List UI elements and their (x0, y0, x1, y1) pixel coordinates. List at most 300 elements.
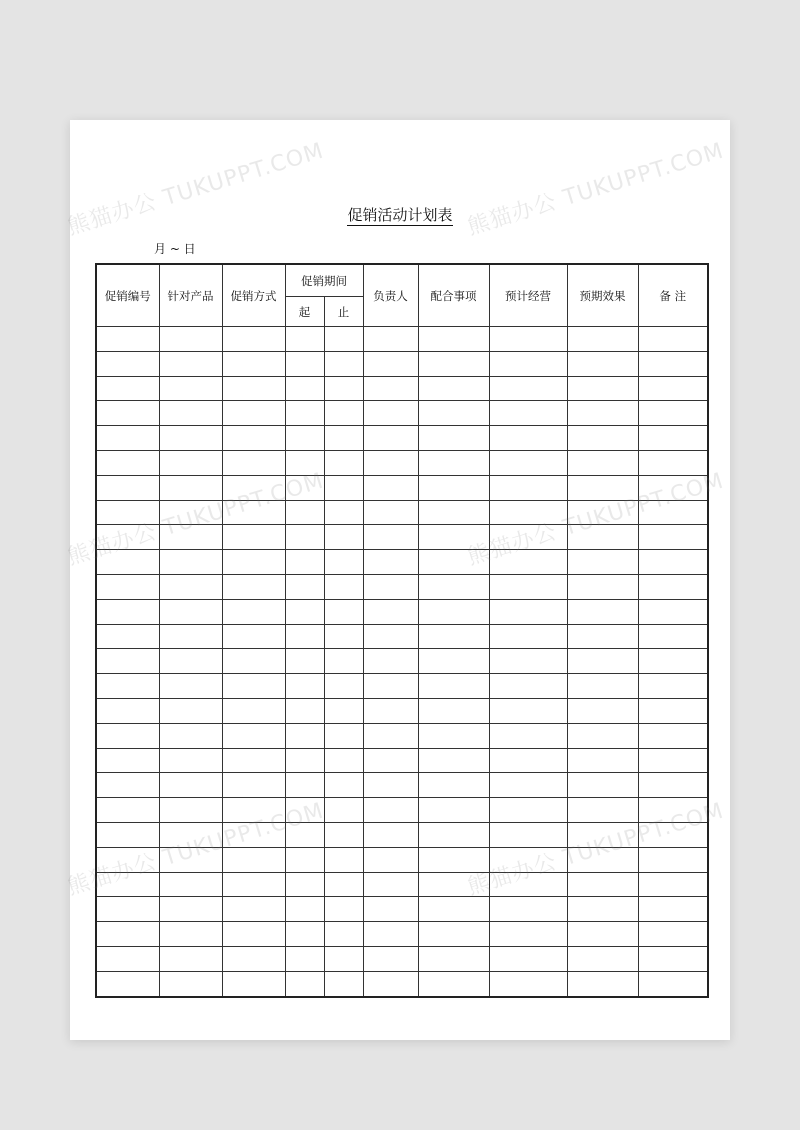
table-row (96, 599, 708, 624)
table-cell[interactable] (159, 376, 222, 401)
table-row (96, 649, 708, 674)
table-cell[interactable] (96, 426, 159, 451)
table-cell[interactable] (363, 426, 418, 451)
table-cell[interactable] (96, 500, 159, 525)
table-cell[interactable] (638, 748, 708, 773)
table-row (96, 872, 708, 897)
table-cell[interactable] (638, 500, 708, 525)
table-cell[interactable] (489, 401, 567, 426)
table-cell[interactable] (363, 946, 418, 971)
table-cell[interactable] (489, 550, 567, 575)
table-cell[interactable] (638, 698, 708, 723)
table-cell[interactable] (96, 723, 159, 748)
table-cell[interactable] (418, 723, 489, 748)
table-cell[interactable] (638, 922, 708, 947)
table-cell[interactable] (96, 922, 159, 947)
table-cell[interactable] (159, 872, 222, 897)
table-cell[interactable] (285, 574, 324, 599)
table-cell[interactable] (567, 698, 638, 723)
table-cell[interactable] (324, 822, 363, 847)
table-cell[interactable] (96, 599, 159, 624)
table-body (96, 327, 708, 997)
table-cell[interactable] (418, 922, 489, 947)
table-cell[interactable] (285, 773, 324, 798)
table-row (96, 798, 708, 823)
table-cell[interactable] (222, 525, 285, 550)
table-row (96, 426, 708, 451)
table-cell[interactable] (324, 624, 363, 649)
table-cell[interactable] (363, 624, 418, 649)
table-cell[interactable] (222, 946, 285, 971)
table-cell[interactable] (363, 327, 418, 352)
table-row (96, 327, 708, 352)
table-cell[interactable] (96, 748, 159, 773)
document-page (64, 120, 730, 1040)
table-cell[interactable] (489, 847, 567, 872)
table-cell[interactable] (363, 649, 418, 674)
table-row (96, 922, 708, 947)
table-cell[interactable] (96, 698, 159, 723)
table-cell[interactable] (418, 897, 489, 922)
table-cell[interactable] (567, 426, 638, 451)
table-cell[interactable] (159, 624, 222, 649)
table-cell[interactable] (489, 327, 567, 352)
table-cell[interactable] (222, 822, 285, 847)
table-cell[interactable] (222, 773, 285, 798)
table-cell[interactable] (222, 922, 285, 947)
table-cell[interactable] (638, 674, 708, 699)
table-cell[interactable] (324, 649, 363, 674)
table-cell[interactable] (285, 500, 324, 525)
table-cell[interactable] (159, 475, 222, 500)
table-cell[interactable] (324, 401, 363, 426)
table-cell[interactable] (285, 922, 324, 947)
table-cell[interactable] (222, 971, 285, 996)
table-cell[interactable] (567, 798, 638, 823)
table-cell[interactable] (285, 401, 324, 426)
table-cell[interactable] (324, 574, 363, 599)
table-cell[interactable] (159, 723, 222, 748)
table-cell[interactable] (418, 351, 489, 376)
table-cell[interactable] (567, 649, 638, 674)
table-cell[interactable] (418, 773, 489, 798)
table-cell[interactable] (324, 351, 363, 376)
table-cell[interactable] (489, 897, 567, 922)
table-cell[interactable] (567, 599, 638, 624)
table-row (96, 500, 708, 525)
table-cell[interactable] (363, 698, 418, 723)
table-cell[interactable] (159, 822, 222, 847)
table-cell[interactable] (363, 376, 418, 401)
table-cell[interactable] (159, 897, 222, 922)
table-cell[interactable] (638, 624, 708, 649)
table-cell[interactable] (96, 798, 159, 823)
watermark-text: 熊猫办公 TUKUPPT.COM (64, 798, 327, 901)
table-cell[interactable] (567, 822, 638, 847)
table-cell[interactable] (418, 475, 489, 500)
table-row (96, 525, 708, 550)
table-cell[interactable] (96, 624, 159, 649)
table-cell[interactable] (418, 376, 489, 401)
table-cell[interactable] (96, 550, 159, 575)
table-cell[interactable] (489, 723, 567, 748)
table-cell[interactable] (96, 946, 159, 971)
table-cell[interactable] (324, 698, 363, 723)
table-cell[interactable] (638, 574, 708, 599)
table-cell[interactable] (489, 475, 567, 500)
table-cell[interactable] (489, 574, 567, 599)
table-cell[interactable] (489, 946, 567, 971)
table-cell[interactable] (363, 773, 418, 798)
table-cell[interactable] (96, 574, 159, 599)
table-cell[interactable] (96, 773, 159, 798)
table-cell[interactable] (418, 574, 489, 599)
table-cell[interactable] (638, 376, 708, 401)
table-cell[interactable] (638, 723, 708, 748)
table-cell[interactable] (418, 649, 489, 674)
table-cell[interactable] (222, 698, 285, 723)
table-cell[interactable] (222, 798, 285, 823)
table-cell[interactable] (222, 500, 285, 525)
table-cell[interactable] (363, 822, 418, 847)
table-cell[interactable] (324, 723, 363, 748)
table-cell[interactable] (638, 426, 708, 451)
table-cell[interactable] (418, 500, 489, 525)
table-cell[interactable] (222, 376, 285, 401)
table-cell[interactable] (222, 624, 285, 649)
table-cell[interactable] (285, 847, 324, 872)
table-cell[interactable] (96, 649, 159, 674)
table-cell[interactable] (222, 450, 285, 475)
table-cell[interactable] (159, 574, 222, 599)
table-cell[interactable] (324, 327, 363, 352)
table-cell[interactable] (324, 674, 363, 699)
table-cell[interactable] (285, 649, 324, 674)
table-cell[interactable] (222, 674, 285, 699)
table-cell[interactable] (285, 872, 324, 897)
promo-plan-table (95, 263, 709, 998)
table-cell[interactable] (567, 897, 638, 922)
table-cell[interactable] (285, 475, 324, 500)
table-cell[interactable] (638, 475, 708, 500)
table-cell[interactable] (96, 401, 159, 426)
table-cell[interactable] (96, 971, 159, 996)
table-cell[interactable] (159, 698, 222, 723)
table-cell[interactable] (567, 574, 638, 599)
table-row (96, 773, 708, 798)
table-cell[interactable] (324, 798, 363, 823)
table-cell[interactable] (418, 748, 489, 773)
table-cell[interactable] (159, 426, 222, 451)
table-cell[interactable] (363, 897, 418, 922)
table-cell[interactable] (418, 426, 489, 451)
table-cell[interactable] (418, 847, 489, 872)
table-cell[interactable] (567, 674, 638, 699)
table-cell[interactable] (567, 500, 638, 525)
header-promo-method: 促销方式 (222, 264, 285, 327)
table-cell[interactable] (222, 327, 285, 352)
table-cell[interactable] (285, 822, 324, 847)
table-cell[interactable] (418, 401, 489, 426)
table-cell[interactable] (418, 946, 489, 971)
table-cell[interactable] (285, 674, 324, 699)
table-cell[interactable] (285, 946, 324, 971)
table-cell[interactable] (489, 971, 567, 996)
table-cell[interactable] (638, 872, 708, 897)
table-cell[interactable] (285, 351, 324, 376)
table-cell[interactable] (363, 525, 418, 550)
table-cell[interactable] (363, 748, 418, 773)
table-cell[interactable] (638, 971, 708, 996)
table-cell[interactable] (418, 525, 489, 550)
table-cell[interactable] (638, 550, 708, 575)
table-cell[interactable] (324, 748, 363, 773)
header-start: 起 (285, 297, 324, 327)
table-cell[interactable] (222, 475, 285, 500)
table-cell[interactable] (96, 847, 159, 872)
table-cell[interactable] (489, 773, 567, 798)
table-cell[interactable] (418, 971, 489, 996)
table-cell[interactable] (363, 922, 418, 947)
table-cell[interactable] (222, 351, 285, 376)
table-cell[interactable] (567, 550, 638, 575)
table-cell[interactable] (285, 376, 324, 401)
table-cell[interactable] (418, 822, 489, 847)
table-cell[interactable] (418, 798, 489, 823)
table-cell[interactable] (489, 624, 567, 649)
table-cell[interactable] (567, 401, 638, 426)
table-cell[interactable] (567, 723, 638, 748)
table-cell[interactable] (159, 525, 222, 550)
table-cell[interactable] (324, 475, 363, 500)
table-cell[interactable] (324, 376, 363, 401)
table-cell[interactable] (363, 674, 418, 699)
header-promo-no: 促销编号 (96, 264, 159, 327)
table-cell[interactable] (159, 922, 222, 947)
table-cell[interactable] (324, 550, 363, 575)
table-cell[interactable] (567, 922, 638, 947)
header-expected-effect: 预期效果 (567, 264, 638, 327)
table-cell[interactable] (418, 550, 489, 575)
table-cell[interactable] (638, 847, 708, 872)
table-cell[interactable] (363, 847, 418, 872)
table-cell[interactable] (324, 500, 363, 525)
table-cell[interactable] (324, 525, 363, 550)
table-cell[interactable] (324, 922, 363, 947)
table-cell[interactable] (324, 971, 363, 996)
table-cell[interactable] (285, 550, 324, 575)
table-cell[interactable] (96, 475, 159, 500)
table-cell[interactable] (567, 872, 638, 897)
table-cell[interactable] (285, 327, 324, 352)
header-estimated-cost: 预计经营 (489, 264, 567, 327)
table-cell[interactable] (96, 897, 159, 922)
table-cell[interactable] (489, 426, 567, 451)
table-cell[interactable] (363, 872, 418, 897)
table-cell[interactable] (567, 450, 638, 475)
table-row (96, 897, 708, 922)
table-cell[interactable] (638, 897, 708, 922)
table-cell[interactable] (489, 500, 567, 525)
table-cell[interactable] (324, 773, 363, 798)
table-cell[interactable] (222, 426, 285, 451)
table-cell[interactable] (285, 971, 324, 996)
table-cell[interactable] (489, 599, 567, 624)
table-cell[interactable] (418, 674, 489, 699)
table-cell[interactable] (159, 450, 222, 475)
table-cell[interactable] (222, 401, 285, 426)
table-cell[interactable] (96, 872, 159, 897)
header-remarks: 备 注 (638, 264, 708, 327)
table-cell[interactable] (363, 574, 418, 599)
table-cell[interactable] (324, 897, 363, 922)
table-cell[interactable] (285, 723, 324, 748)
table-cell[interactable] (489, 922, 567, 947)
page-title: 促销活动计划表 (347, 206, 453, 224)
table-cell[interactable] (638, 946, 708, 971)
table-cell[interactable] (159, 649, 222, 674)
table-cell[interactable] (222, 649, 285, 674)
table-cell[interactable] (222, 748, 285, 773)
table-cell[interactable] (159, 773, 222, 798)
table-cell[interactable] (324, 946, 363, 971)
table-cell[interactable] (285, 450, 324, 475)
table-cell[interactable] (96, 822, 159, 847)
table-cell[interactable] (489, 674, 567, 699)
table-cell[interactable] (285, 897, 324, 922)
table-cell[interactable] (324, 872, 363, 897)
table-cell[interactable] (638, 599, 708, 624)
table-cell[interactable] (96, 376, 159, 401)
table-cell[interactable] (638, 351, 708, 376)
header-coordination: 配合事项 (418, 264, 489, 327)
table-cell[interactable] (489, 872, 567, 897)
table-cell[interactable] (567, 525, 638, 550)
table-cell[interactable] (638, 401, 708, 426)
table-cell[interactable] (418, 599, 489, 624)
table-cell[interactable] (285, 624, 324, 649)
table-cell[interactable] (159, 946, 222, 971)
table-cell[interactable] (638, 773, 708, 798)
table-cell[interactable] (363, 723, 418, 748)
table-cell[interactable] (418, 872, 489, 897)
date-line: 月 ~ 日 (154, 242, 196, 256)
table-row (96, 698, 708, 723)
table-cell[interactable] (96, 674, 159, 699)
table-cell[interactable] (222, 550, 285, 575)
table-cell[interactable] (567, 351, 638, 376)
table-cell[interactable] (638, 525, 708, 550)
table-cell[interactable] (489, 649, 567, 674)
table-cell[interactable] (363, 971, 418, 996)
table-cell[interactable] (489, 748, 567, 773)
table-cell[interactable] (96, 327, 159, 352)
table-cell[interactable] (363, 401, 418, 426)
table-cell[interactable] (96, 525, 159, 550)
table-cell[interactable] (489, 351, 567, 376)
table-cell[interactable] (222, 723, 285, 748)
table-cell[interactable] (567, 327, 638, 352)
table-row (96, 946, 708, 971)
table-cell[interactable] (567, 376, 638, 401)
table-cell[interactable] (222, 872, 285, 897)
table-cell[interactable] (285, 748, 324, 773)
table-cell[interactable] (567, 946, 638, 971)
table-cell[interactable] (285, 599, 324, 624)
table-cell[interactable] (324, 426, 363, 451)
table-cell[interactable] (159, 674, 222, 699)
table-cell[interactable] (363, 475, 418, 500)
table-cell[interactable] (96, 450, 159, 475)
table-cell[interactable] (363, 550, 418, 575)
table-cell[interactable] (418, 698, 489, 723)
table-cell[interactable] (489, 798, 567, 823)
table-cell[interactable] (96, 351, 159, 376)
table-cell[interactable] (489, 450, 567, 475)
table-cell[interactable] (159, 798, 222, 823)
table-cell[interactable] (222, 599, 285, 624)
table-cell[interactable] (324, 599, 363, 624)
table-cell[interactable] (567, 971, 638, 996)
table-cell[interactable] (418, 327, 489, 352)
table-cell[interactable] (489, 376, 567, 401)
header-target-product: 针对产品 (159, 264, 222, 327)
table-cell[interactable] (489, 822, 567, 847)
table-cell[interactable] (567, 847, 638, 872)
table-cell[interactable] (489, 698, 567, 723)
table-cell[interactable] (638, 327, 708, 352)
table-cell[interactable] (222, 897, 285, 922)
table-cell[interactable] (567, 773, 638, 798)
table-cell[interactable] (222, 847, 285, 872)
table-cell[interactable] (159, 971, 222, 996)
table-cell[interactable] (222, 574, 285, 599)
table-cell[interactable] (418, 450, 489, 475)
table-cell[interactable] (159, 351, 222, 376)
table-cell[interactable] (159, 327, 222, 352)
table-cell[interactable] (489, 525, 567, 550)
table-cell[interactable] (567, 624, 638, 649)
table-row (96, 822, 708, 847)
table-cell[interactable] (638, 649, 708, 674)
table-cell[interactable] (159, 550, 222, 575)
table-cell[interactable] (567, 475, 638, 500)
table-cell[interactable] (285, 698, 324, 723)
table-cell[interactable] (638, 450, 708, 475)
table-cell[interactable] (363, 798, 418, 823)
table-row (96, 971, 708, 996)
table-cell[interactable] (159, 599, 222, 624)
table-cell[interactable] (285, 525, 324, 550)
table-cell[interactable] (159, 401, 222, 426)
table-cell[interactable] (638, 822, 708, 847)
table-cell[interactable] (363, 450, 418, 475)
table-cell[interactable] (159, 847, 222, 872)
table-cell[interactable] (567, 748, 638, 773)
table-cell[interactable] (159, 500, 222, 525)
table-cell[interactable] (324, 450, 363, 475)
table-cell[interactable] (324, 847, 363, 872)
table-cell[interactable] (638, 798, 708, 823)
table-cell[interactable] (285, 798, 324, 823)
table-cell[interactable] (418, 624, 489, 649)
table-cell[interactable] (363, 500, 418, 525)
table-cell[interactable] (285, 426, 324, 451)
table-cell[interactable] (363, 351, 418, 376)
table-cell[interactable] (363, 599, 418, 624)
watermark-text: 熊猫办公 TUKUPPT.COM (64, 468, 327, 571)
table-cell[interactable] (159, 748, 222, 773)
